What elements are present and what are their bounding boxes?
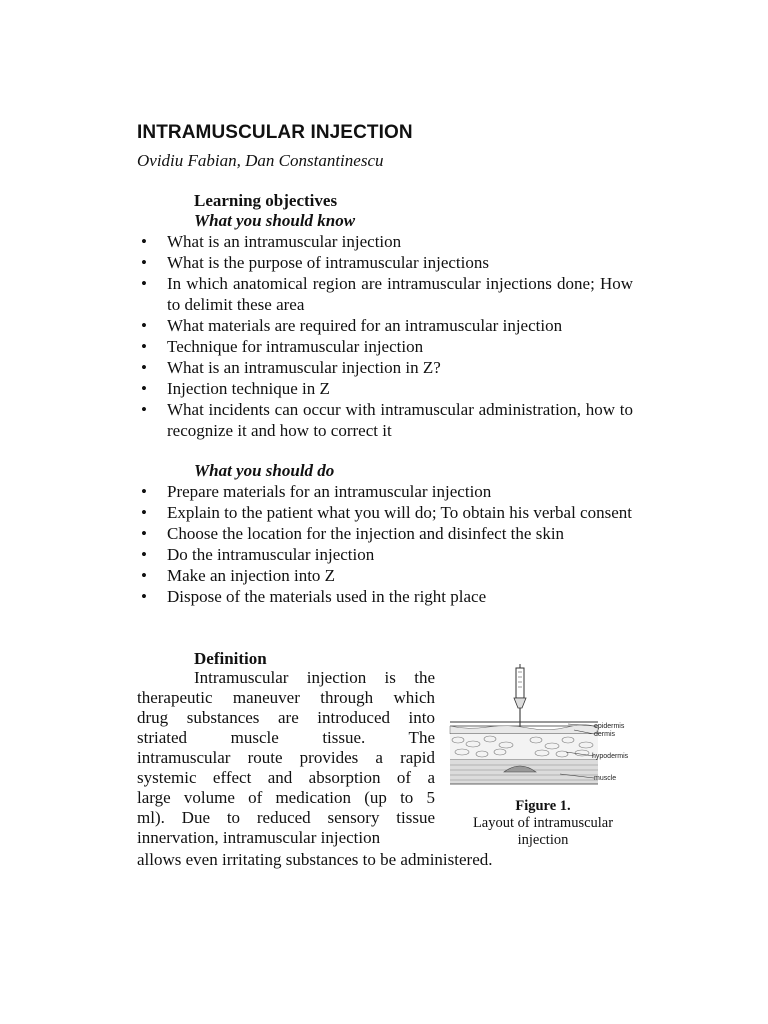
do-item-text: Dispose of the materials used in the right place [167,587,487,606]
definition-line: ml). Due to reduced sensory tissue [137,808,435,827]
know-item-text: What incidents can occur with intramuscular administration, how to recognize it and how to correct it [167,400,633,440]
know-item [137,378,633,399]
bullet-icon: • [141,503,147,522]
know-item-text: In which anatomical region are intramuscular injections done; How to delimit these area [167,274,633,314]
do-item-text: Prepare materials for an intramuscular injection [167,482,492,501]
bullet-icon: • [141,253,147,272]
bullet-icon: • [141,232,147,251]
know-item-text: Technique for intramuscular injection [167,337,424,356]
figure-caption [448,798,638,849]
know-item [137,252,633,273]
bullet-icon: • [141,274,147,293]
do-item [137,565,633,586]
bullet-icon: • [141,358,147,377]
definition-line: Intramuscular injection is the [194,668,435,687]
do-item-text: Explain to the patient what you will do; To obtain his verbal consent [167,503,632,522]
know-item-text: What is an intramuscular injection [167,232,402,251]
do-item [137,544,633,565]
label-epidermis: epidermis [594,723,625,730]
do-item-text: Make an injection into Z [167,566,336,585]
know-item [137,273,633,315]
bullet-icon: • [141,379,147,398]
definition-line: systemic effect and absorption of a [137,768,435,787]
do-item [137,502,633,523]
bullet-icon: • [141,316,147,335]
do-list [137,481,633,607]
label-hypodermis: hypodermis [592,753,629,760]
bullet-icon: • [141,524,147,543]
bullet-icon: • [141,337,147,356]
learning-objectives-heading: Learning objectives [194,191,338,210]
do-item [137,523,633,544]
do-item-text: Do the intramuscular injection [167,545,375,564]
figure-caption-text: Layout of intramuscular injection [472,815,614,848]
bullet-icon: • [141,482,147,501]
know-item [137,231,633,252]
definition-line: therapeutic maneuver through which [137,688,435,707]
bullet-icon: • [141,587,147,606]
do-item-text: Choose the location for the injection and disinfect the skin [167,524,565,543]
definition-heading: Definition [194,649,267,668]
know-item [137,399,633,441]
do-heading: What you should do [194,461,335,480]
do-item [137,586,633,607]
bullet-icon: • [141,545,147,564]
document-authors: Ovidiu Fabian, Dan Constantinescu [137,151,384,170]
label-dermis: dermis [594,731,616,738]
know-item-text: What materials are required for an intramuscular injection [167,316,563,335]
know-item-text: Injection technique in Z [167,379,330,398]
bullet-icon: • [141,566,147,585]
definition-line: drug substances are introduced into [137,708,435,727]
definition-final-line: allows even irritating substances to be administered. [137,850,493,869]
definition-line: intramuscular route provides a rapid [137,748,435,767]
label-muscle: muscle [594,775,617,782]
definition-line: innervation, intramuscular injection [137,828,381,847]
know-item-text: What is the purpose of intramuscular injections [167,253,489,272]
definition-line: large volume of medication (up to 5 [137,788,435,807]
know-heading: What you should know [194,211,356,230]
definition-line: striated muscle tissue. The [137,728,435,747]
know-list [137,231,633,441]
definition-paragraph [137,668,435,848]
know-item [137,315,633,336]
know-item [137,357,633,378]
know-item [137,336,633,357]
know-item-text: What is an intramuscular injection in Z? [167,358,441,377]
figure-number: Figure 1. [515,798,571,814]
do-item [137,481,633,502]
bullet-icon: • [141,400,147,419]
document-title: INTRAMUSCULAR INJECTION [137,122,413,143]
injection-layout-figure [448,664,638,794]
skin-layers [450,722,598,784]
